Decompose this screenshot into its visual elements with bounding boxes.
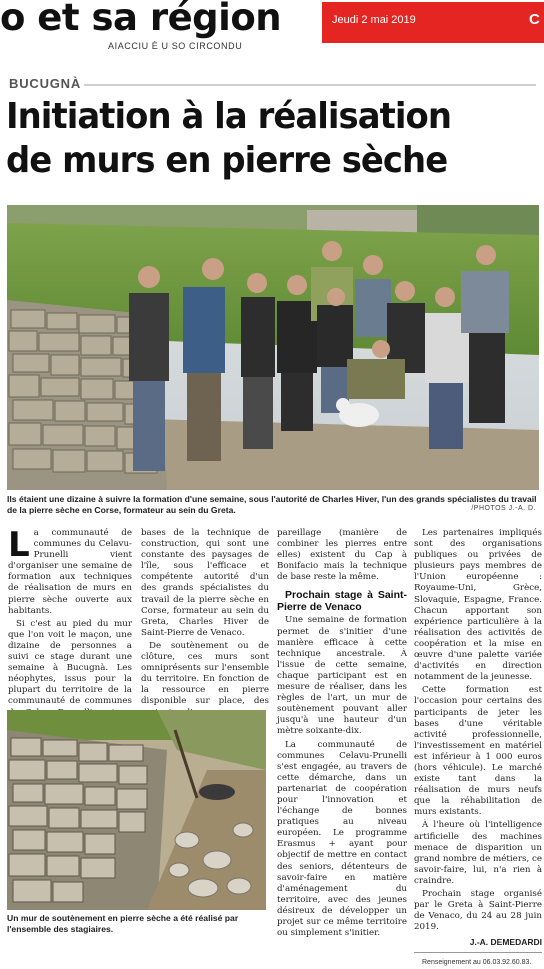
group-photo-illustration	[7, 205, 539, 490]
issue-date: Jeudi 2 mai 2019	[332, 14, 416, 26]
contact-info: Renseignement au 06.03.92.60.83.	[422, 959, 532, 967]
group-photo	[7, 205, 539, 490]
article-column-4	[414, 528, 542, 967]
main-photo-caption: Ils étaient une dizaine à suivre la formation d'une semaine, sous l'autorité de Charles Hiver, l'un des grands spécialistes du travail de la pierre sèche en Corse, formateur au sein du Greta.	[7, 494, 537, 515]
headline-line-2: de murs en pierre sèche	[6, 140, 448, 181]
section-subhead: Prochain stage à Saint-Pierre de Venaco	[277, 589, 407, 614]
paragraph: Les partenaires impliqués sont des organisations publiques ou privées de plusieurs pays membres de l'Union européenne : Royaume-Uni, Grèce, Slovaquie, Espagne, France. Chacun apportant son expérience particulière à la réalisation des activités de coopération et la mise en œuvre d'une palette variée d'activités en direction notamment de la jeunesse.	[414, 528, 542, 683]
lead-paragraph	[8, 525, 132, 617]
section-title: o et sa région	[0, 0, 282, 39]
paragraph: À l'heure où l'intelligence artificielle des machines menace de disparition un grand nombre de métiers, ce savoir-faire, lui, n'a rien à craindre.	[414, 820, 542, 886]
date-banner-letter: C	[529, 11, 540, 28]
paragraph: La communauté de communes Celavu-Prunelli s'est engagée, au travers de cette démarche, dans un partenariat de coopération pour l'innovation et l'échange de bonnes pratiques au niveau européen. Le programme Erasmus + ayant pour objectif de mettre en contact des seniors, détenteurs de savoir-faire en matière d'aménagement du territoire, avec des jeunes désireux de développer un projet sur ce même territoire ou simplement s'initier.	[277, 739, 407, 939]
masthead	[0, 0, 544, 52]
wall-photo-caption: Un mur de soutènement en pierre sèche a été réalisé par l'ensemble des stagiaires.	[7, 913, 239, 934]
drop-cap: L	[8, 525, 30, 565]
section-motto: AIACCIU È U SO CIRCONDU	[108, 41, 243, 51]
paragraph: pareillage (manière de combiner les pierres entre elles) existent du Cap à Bonifacio mais la technique de base reste la même.	[277, 528, 407, 583]
wall-photo-illustration	[7, 710, 266, 910]
article-column-2	[141, 528, 269, 708]
kicker-divider	[84, 84, 536, 86]
paragraph: Cette formation est l'occasion pour certains des participants de jeter les bases d'une véritable activité professionnelle, l'investissement en matériel est inférieur à 1 000 euros (hors véhicule). Le marché existe tant dans la réalisation de murs neufs que la réhabilitation de murs existants.	[414, 685, 542, 818]
article-column-3	[277, 528, 407, 938]
date-banner	[322, 2, 544, 43]
photo-credit: /PHOTOS J.-A. D.	[471, 505, 536, 512]
paragraph: De soutènement ou de clôture, ces murs sont omniprésents sur l'ensemble du territoire. En fonction de la ressource en pierre disponible sur place, des	[141, 640, 269, 707]
paragraph: Une semaine de formation permet de s'initier d'une manière efficace à cette technique ancestrale. À l'issue de cette semaine, chaque participant est en mesure de réaliser, dans les règles de l'art, un mur de soutènement pouvant aller jusqu'à une hauteur d'un mètre soixante-dix.	[277, 615, 407, 737]
lead-paragraph-text: a communauté de communes du Celavu-Prunelli vient d'organiser une semaine de formation aux techniques de réalisation de murs en pierre sèche ouverte aux habitants.	[8, 528, 132, 616]
paragraph: Si c'est au pied du mur que l'on voit le maçon, une dizaine de personnes a suivi ce stage durant une semaine à Bucugnà. Les néophytes, issus pour la plupart du territoire de la communauté de communes	[8, 618, 132, 707]
signature-divider	[414, 952, 542, 953]
paragraph: bases de la technique de construction, qui sont une constante des paysages de l'île, sous l'efficace et compétente autorité d'un des grands spécialistes du travail de la pierre sèche en Corse, formateur au sein du Greta, Charles Hiver de Saint-Pierre de Venaco.	[141, 528, 269, 638]
article-headline	[6, 95, 506, 183]
article-kicker: BUCUGNÀ	[9, 76, 82, 91]
paragraph: Prochain stage organisé par le Greta à Saint-Pierre de Venaco, du 24 au 28 juin 2019.	[414, 889, 542, 933]
author-signature: J.-A. DEMEDARDI	[469, 937, 542, 948]
article-column-1	[8, 525, 132, 708]
headline-line-1: Initiation à la réalisation	[6, 96, 452, 137]
wall-photo	[7, 710, 266, 910]
